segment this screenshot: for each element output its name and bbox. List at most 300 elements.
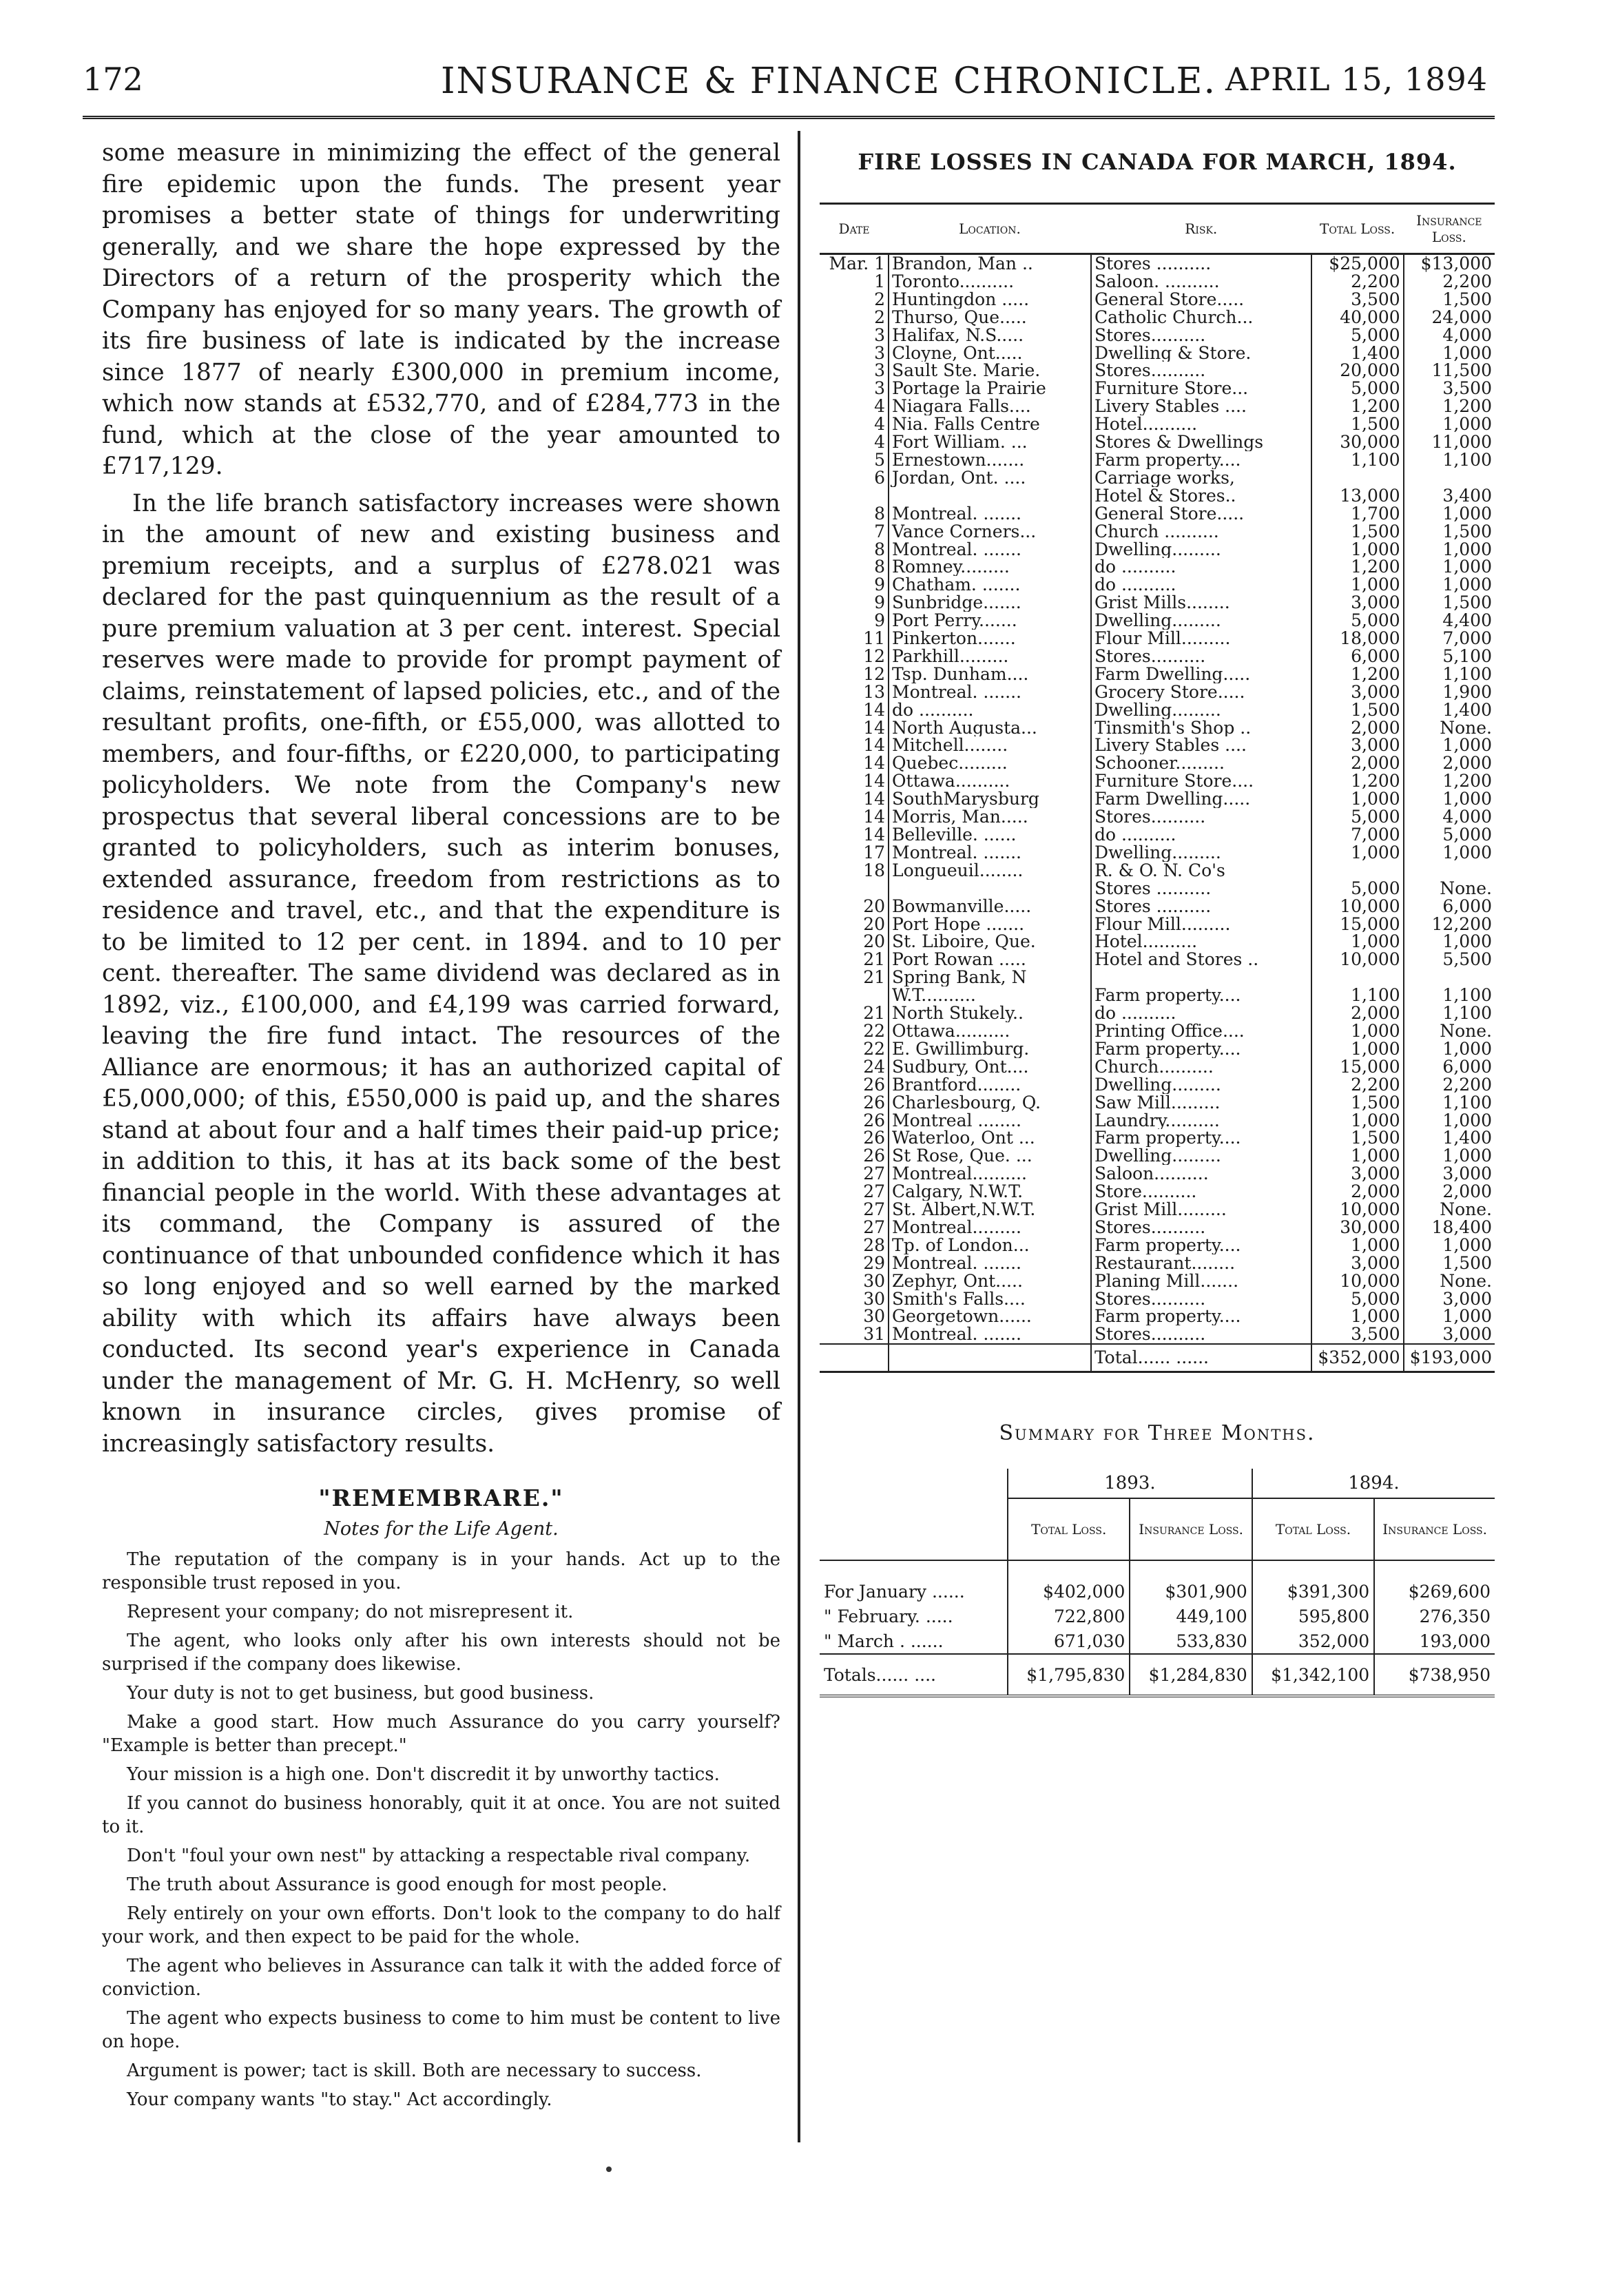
cell-total-loss: 1,200 [1311,397,1404,415]
cell-date: 1 [820,273,889,291]
fire-losses-header-row [820,204,1495,254]
summary-year-1893: 1893. [1008,1469,1252,1498]
cell-insurance-loss: 6,000 [1404,1058,1495,1076]
cell-insurance-loss: 3,400 [1404,487,1495,505]
cell-date: 30 [820,1307,889,1325]
cell-date: 21 [820,969,889,986]
cell-date: 29 [820,1254,889,1272]
cell-location: Montreal......... [889,1219,1091,1237]
page-number: 172 [83,61,143,98]
article-paragraph: some measure in minimizing the effect of the general fire epidemic upon the funds. The present year promises a better state of things for underwriting generally, and we share the hope expressed by the Directors of a return of the prosperity which the Company has enjoyed for so many years. The growth of its fire business of late is indicated by the increase since 1877 of nearly £300,000 in premium income, which now stands at £532,770, and of £284,773 in the fund, which at the close of the year amounted to £717,129. [102,139,780,480]
remember-line: The agent who believes in Assurance can talk it with the added force of conviction. [102,1956,780,2000]
cell-risk: Store.......... [1094,1183,1197,1201]
cell-location: Tsp. Dunham.... [889,665,1091,683]
cell-total-loss: 1,500 [1311,523,1404,541]
cell-insurance-loss: 1,000 [1404,1147,1495,1165]
cell-location: Chatham. ....... [889,576,1091,594]
cell-date: 27 [820,1201,889,1219]
cell-total-loss: 18,000 [1311,630,1404,648]
cell-date [820,880,889,898]
decorative-dot [606,2166,612,2172]
cell-total-loss: 10,000 [1311,1272,1404,1290]
cell-location: Brandon, Man .. [889,254,1091,273]
cell-location: Portage la Prairie [889,380,1091,397]
cell-insurance-loss: 12,200 [1404,916,1495,933]
cell-insurance-loss: 1,400 [1404,701,1495,719]
cell-risk: Catholic Church... [1094,308,1254,327]
remember-line: Don't "foul your own nest" by attacking a respectable rival company. [127,1845,751,1866]
cell-total-loss: 20,000 [1311,362,1404,380]
cell-date: 21 [820,951,889,969]
total-label: Total...... ...... [1091,1344,1311,1372]
cell-location: Smith's Falls.... [889,1290,1091,1308]
fire-loss-row [820,362,1495,380]
cell-insurance-loss: 1,100 [1404,1094,1495,1112]
remember-list [102,1548,780,2111]
fire-loss-row [820,1112,1495,1130]
fire-loss-row [820,630,1495,648]
cell-location: North Stukely.. [889,1004,1091,1022]
cell-total-loss: 15,000 [1311,916,1404,933]
cell-date: 26 [820,1076,889,1094]
cell-insurance-loss: 1,500 [1404,523,1495,541]
fire-loss-row [820,1004,1495,1022]
fire-loss-row [820,487,1495,505]
cell-risk: General Store..... [1094,290,1245,309]
summary-year-1894: 1894. [1252,1469,1495,1498]
cell-date: 14 [820,808,889,826]
cell-insurance-loss: 3,000 [1404,1325,1495,1344]
cell-risk: Dwelling......... [1094,612,1221,630]
cell-insurance-loss: 6,000 [1404,898,1495,916]
cell-risk: Livery Stables .... [1094,736,1247,755]
cell-total-loss [1311,469,1404,487]
cell-total-loss: 2,000 [1311,1004,1404,1022]
remember-line: The agent, who looks only after his own interests should not be surprised if the company does likewise. [102,1631,780,1675]
cell-risk: Grist Mills........ [1094,594,1230,612]
col-date: Date [820,204,889,254]
cell-location: Sunbridge....... [889,594,1091,612]
cell-date: 9 [820,612,889,630]
cell-total-loss: 2,200 [1311,273,1404,291]
cell-total-loss: $25,000 [1311,254,1404,273]
fire-loss-row [820,291,1495,309]
cell-insurance-loss: 1,100 [1404,665,1495,683]
fire-loss-row [820,1147,1495,1165]
cell-location: Ottawa.......... [889,1022,1091,1040]
left-column [102,138,780,2117]
remember-line: Your company wants "to stay." Act accordingly. [127,2089,552,2110]
cell-date: 2 [820,309,889,327]
fire-loss-row [820,505,1495,523]
cell-insurance-loss: 2,000 [1404,754,1495,772]
fire-loss-row [820,254,1495,273]
cell-location: do .......... [889,701,1091,719]
cell-total-loss: 1,000 [1311,1307,1404,1325]
remember-line: The truth about Assurance is good enough for most people. [127,1874,667,1895]
cell-location [889,487,1091,505]
fire-loss-row [820,1201,1495,1219]
fire-loss-row [820,1094,1495,1112]
cell-location: Niagara Falls.... [889,397,1091,415]
cell-risk: Restaurant........ [1094,1254,1236,1272]
cell-location: Georgetown...... [889,1307,1091,1325]
cell-date: 22 [820,1040,889,1058]
cell-location: Huntingdon ..... [889,291,1091,309]
cell-risk: Saw Mill......... [1094,1093,1221,1112]
cell-risk: Dwelling......... [1094,1075,1221,1094]
cell-location: SouthMarysburg [889,790,1091,808]
cell-location [889,880,1091,898]
cell-date: 31 [820,1325,889,1344]
cell-insurance-loss: 1,500 [1404,1254,1495,1272]
cell-location: Zephyr, Ont..... [889,1272,1091,1290]
remember-line: Rely entirely on your own efforts. Don't look to the company to do half your work, and then expect to be paid for the whole. [102,1903,780,1947]
cell-risk: Flour Mill......... [1094,630,1231,648]
cell-risk: Farm property.... [1094,451,1241,469]
cell-location: Halifax, N.S..... [889,327,1091,344]
cell-risk: Farm property.... [1094,986,1241,1005]
header-rule [83,116,1495,119]
fire-loss-row [820,309,1495,327]
fire-losses-table [820,203,1495,1373]
summary-row-january: For January ...... $402,000 $301,900 $391,300 $269,600 [820,1560,1495,1604]
fire-loss-row [820,916,1495,933]
cell-total-loss: 7,000 [1311,826,1404,844]
cell-location: Montreal. ....... [889,683,1091,701]
cell-date: 13 [820,683,889,701]
fire-loss-row [820,826,1495,844]
cell-date: 2 [820,291,889,309]
cell-total-loss: 2,000 [1311,719,1404,737]
cell-risk: Hotel and Stores .. [1094,951,1259,969]
cell-insurance-loss: 4,000 [1404,808,1495,826]
cell-date: 27 [820,1165,889,1183]
cell-risk: Stores.......... [1094,1325,1206,1345]
cell-risk: Stores .......... [1094,897,1212,916]
cell-total-loss: 1,200 [1311,772,1404,790]
cell-location: St Rose, Que. ... [889,1147,1091,1165]
cell-date: 3 [820,327,889,344]
fire-losses-total-row [820,1344,1495,1372]
cell-insurance-loss: 2,200 [1404,273,1495,291]
cell-total-loss: 3,500 [1311,291,1404,309]
cell-risk: do .......... [1094,576,1176,594]
cell-insurance-loss: 1,000 [1404,736,1495,754]
cell-insurance-loss: 1,000 [1404,790,1495,808]
cell-insurance-loss: 1,500 [1404,594,1495,612]
summary-totals-row: Totals...... .... $1,795,830 $1,284,830 $1,342,100 $738,950 [820,1654,1495,1696]
cell-date: 14 [820,719,889,737]
cell-total-loss: 3,000 [1311,736,1404,754]
fire-loss-row [820,397,1495,415]
cell-risk: General Store..... [1094,504,1245,523]
cell-location: E. Gwillimburg. [889,1040,1091,1058]
cell-insurance-loss: 4,400 [1404,612,1495,630]
cell-total-loss: 1,000 [1311,1040,1404,1058]
cell-risk: Farm property.... [1094,1129,1241,1148]
cell-date: 14 [820,754,889,772]
remember-line: The agent who expects business to come to him must be content to live on hope. [102,2008,780,2052]
fire-loss-row [820,1290,1495,1308]
cell-total-loss: 40,000 [1311,309,1404,327]
summary-title: Summary for Three Months. [999,1421,1316,1446]
cell-date: 26 [820,1094,889,1112]
cell-risk: Stores.......... [1094,1218,1206,1237]
cell-total-loss: 10,000 [1311,951,1404,969]
fire-loss-row [820,612,1495,630]
summary-row-february: " February. ..... 722,800 449,100 595,800 276,350 [820,1604,1495,1628]
cell-date: 24 [820,1058,889,1076]
cell-date: 3 [820,380,889,397]
cell-risk: Stores.......... [1094,1290,1206,1308]
cell-date: 27 [820,1219,889,1237]
cell-total-loss: 2,000 [1311,754,1404,772]
cell-total-loss: 15,000 [1311,1058,1404,1076]
cell-date: 30 [820,1272,889,1290]
cell-insurance-loss [1404,862,1495,880]
fire-loss-row [820,1076,1495,1094]
fire-loss-row [820,1165,1495,1183]
cell-insurance-loss: 7,000 [1404,630,1495,648]
fire-loss-row [820,665,1495,683]
fire-loss-row [820,951,1495,969]
cell-risk: Dwelling......... [1094,843,1221,862]
fire-loss-row [820,1129,1495,1147]
fire-loss-row [820,327,1495,344]
cell-total-loss: 2,000 [1311,1183,1404,1201]
cell-insurance-loss: None. [1404,1022,1495,1040]
col-risk: Risk. [1091,204,1311,254]
fire-loss-row [820,344,1495,362]
cell-total-loss: 1,700 [1311,505,1404,523]
cell-date: 20 [820,898,889,916]
cell-date: 22 [820,1022,889,1040]
cell-insurance-loss: 3,000 [1404,1290,1495,1308]
cell-insurance-loss: 1,000 [1404,558,1495,576]
cell-risk: Furniture Store... [1094,380,1249,398]
cell-location: W.T.......... [889,986,1091,1004]
fire-loss-row [820,898,1495,916]
cell-risk: Stores & Dwellings [1094,433,1264,451]
fire-loss-row [820,558,1495,576]
cell-date: 20 [820,916,889,933]
cell-date: 21 [820,1004,889,1022]
cell-risk: Hotel.......... [1094,933,1198,951]
fire-loss-row [820,576,1495,594]
cell-total-loss: 1,000 [1311,1112,1404,1130]
cell-insurance-loss: 1,900 [1404,683,1495,701]
cell-total-loss: 1,200 [1311,558,1404,576]
cell-total-loss: 30,000 [1311,1219,1404,1237]
cell-risk: Church .......... [1094,522,1219,541]
cell-date: 20 [820,933,889,951]
cell-insurance-loss: 1,000 [1404,576,1495,594]
fire-loss-row [820,736,1495,754]
cell-location: Mitchell........ [889,736,1091,754]
cell-insurance-loss: 3,000 [1404,1165,1495,1183]
summary-col-insurance-1894: Insurance Loss. [1374,1498,1495,1560]
cell-insurance-loss: 2,000 [1404,1183,1495,1201]
cell-date: 17 [820,844,889,862]
cell-insurance-loss: 1,000 [1404,505,1495,523]
cell-location: Pinkerton....... [889,630,1091,648]
cell-risk: Dwelling......... [1094,540,1221,559]
cell-risk: Farm property.... [1094,1307,1241,1326]
cell-risk: Schooner......... [1094,754,1225,773]
summary-col-insurance-1893: Insurance Loss. [1130,1498,1252,1560]
remember-line: Your duty is not to get business, but good business. [127,1683,594,1704]
cell-total-loss: 1,100 [1311,451,1404,469]
cell-insurance-loss: 24,000 [1404,309,1495,327]
cell-location: Port Perry....... [889,612,1091,630]
cell-total-loss [1311,969,1404,986]
cell-location: Tp. of London... [889,1237,1091,1254]
fire-loss-row [820,273,1495,291]
remember-line: If you cannot do business honorably, quit it at once. You are not suited to it. [102,1793,780,1837]
cell-total-loss: 5,000 [1311,808,1404,826]
cell-date: 11 [820,630,889,648]
cell-insurance-loss: 5,000 [1404,826,1495,844]
cell-total-loss: 1,200 [1311,665,1404,683]
cell-location: Longueuil........ [889,862,1091,880]
fire-losses-body [820,254,1495,1345]
cell-risk: Stores .......... [1094,254,1212,273]
cell-location: Montreal. ....... [889,1325,1091,1344]
cell-risk: Farm property.... [1094,1236,1241,1254]
cell-total-loss: 2,200 [1311,1076,1404,1094]
cell-date: 8 [820,558,889,576]
total-loss-value: $352,000 [1311,1344,1404,1372]
cell-location: Montreal.......... [889,1165,1091,1183]
fire-loss-row [820,1040,1495,1058]
cell-location: Montreal. ....... [889,505,1091,523]
cell-total-loss: 5,000 [1311,327,1404,344]
cell-risk: Dwelling......... [1094,1147,1221,1166]
cell-insurance-loss: 1,000 [1404,1112,1495,1130]
column-divider [798,131,800,2142]
cell-risk: Printing Office.... [1094,1022,1245,1040]
cell-risk: Stores.......... [1094,362,1206,380]
cell-risk: Farm Dwelling..... [1094,665,1251,683]
cell-location: Nia. Falls Centre [889,415,1091,433]
cell-insurance-loss: 1,000 [1404,541,1495,559]
summary-col-total-1893: Total Loss. [1008,1498,1130,1560]
cell-risk: Stores.......... [1094,808,1206,826]
cell-insurance-loss: 1,100 [1404,1004,1495,1022]
cell-date: 14 [820,701,889,719]
cell-risk: Carriage works, [1094,468,1235,487]
cell-location: Ernestown....... [889,451,1091,469]
fire-loss-row [820,415,1495,433]
cell-risk: Flour Mill......... [1094,915,1231,933]
cell-total-loss: 5,000 [1311,880,1404,898]
cell-risk: Livery Stables .... [1094,397,1247,416]
cell-total-loss: 5,000 [1311,612,1404,630]
cell-date: 5 [820,451,889,469]
cell-total-loss: 3,000 [1311,1165,1404,1183]
cell-total-loss: 1,000 [1311,933,1404,951]
cell-risk: Farm property.... [1094,1040,1241,1058]
cell-insurance-loss: $13,000 [1404,254,1495,273]
cell-insurance-loss: 1,100 [1404,451,1495,469]
right-column [820,138,1495,1697]
cell-insurance-loss: 11,500 [1404,362,1495,380]
fire-loss-row [820,754,1495,772]
cell-total-loss: 13,000 [1311,487,1404,505]
fire-losses-title: FIRE LOSSES IN CANADA FOR MARCH, 1894. [858,149,1457,175]
cell-location: Port Hope ....... [889,916,1091,933]
fire-loss-row [820,541,1495,559]
cell-total-loss: 1,000 [1311,541,1404,559]
cell-location: Montreal. ....... [889,1254,1091,1272]
cell-insurance-loss [1404,469,1495,487]
cell-date [820,487,889,505]
cell-insurance-loss [1404,969,1495,986]
cell-date: 27 [820,1183,889,1201]
cell-location: Calgary, N.W.T. [889,1183,1091,1201]
cell-insurance-loss: 1,200 [1404,397,1495,415]
fire-loss-row [820,844,1495,862]
cell-insurance-loss: 1,200 [1404,772,1495,790]
cell-risk: Farm Dwelling..... [1094,790,1251,809]
cell-total-loss: 1,500 [1311,701,1404,719]
cell-location: Spring Bank, N [889,969,1091,986]
summary-col-total-1894: Total Loss. [1252,1498,1374,1560]
cell-location: Montreal. ....... [889,541,1091,559]
col-total-loss: Total Loss. [1311,204,1404,254]
cell-risk: R. & O. N. Co's [1094,861,1225,880]
cell-total-loss: 1,400 [1311,344,1404,362]
cell-date: 26 [820,1129,889,1147]
cell-insurance-loss: None. [1404,719,1495,737]
cell-location: Montreal ........ [889,1112,1091,1130]
cell-location: St. Liboire, Que. [889,933,1091,951]
summary-table [820,1469,1495,1697]
cell-total-loss: 10,000 [1311,1201,1404,1219]
fire-loss-row [820,969,1495,986]
cell-location: Montreal. ....... [889,844,1091,862]
cell-total-loss: 1,000 [1311,1022,1404,1040]
cell-risk: Hotel & Stores.. [1094,486,1236,505]
cell-location: Port Rowan ..... [889,951,1091,969]
cell-insurance-loss: 1,000 [1404,415,1495,433]
cell-total-loss: 1,000 [1311,1237,1404,1254]
cell-location: Brantford........ [889,1076,1091,1094]
remember-line: Your mission is a high one. Don't discredit it by unworthy tactics. [127,1764,720,1785]
remember-line: Represent your company; do not misrepresent it. [127,1602,574,1622]
cell-location: Waterloo, Ont ... [889,1129,1091,1147]
cell-location: Jordan, Ont. .... [889,469,1091,487]
cell-location: Fort William. ... [889,433,1091,451]
cell-date: 12 [820,648,889,665]
cell-total-loss: 1,000 [1311,1147,1404,1165]
cell-total-loss: 1,500 [1311,1129,1404,1147]
fire-loss-row [820,433,1495,451]
fire-loss-row [820,1237,1495,1254]
cell-risk: Laundry.......... [1094,1111,1220,1130]
cell-insurance-loss: 5,500 [1404,951,1495,969]
cell-total-loss: 3,000 [1311,1254,1404,1272]
cell-date: 4 [820,397,889,415]
fire-loss-row [820,880,1495,898]
cell-date: 8 [820,541,889,559]
cell-date: 26 [820,1112,889,1130]
cell-insurance-loss: None. [1404,1272,1495,1290]
summary-row-march: " March . ...... 671,030 533,830 352,000 193,000 [820,1628,1495,1654]
cell-date: 9 [820,576,889,594]
cell-date: 3 [820,362,889,380]
